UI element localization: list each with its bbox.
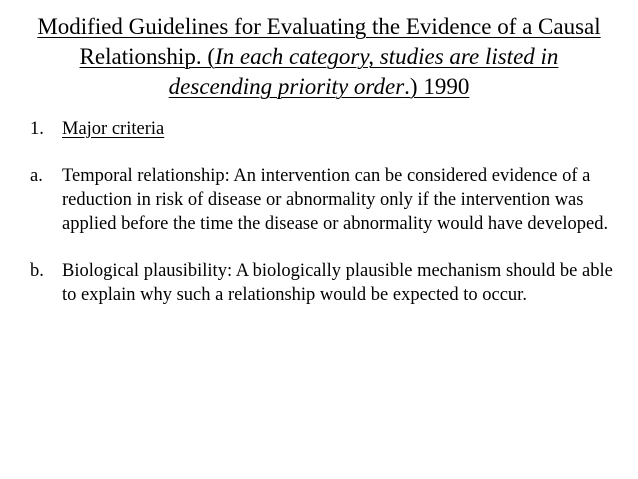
section-number: 1. <box>30 119 44 139</box>
section-heading <box>30 117 630 141</box>
criterion-marker: a. <box>30 166 43 186</box>
criterion-item <box>30 164 630 236</box>
title-text-part-2: .) 1990 <box>404 74 470 99</box>
criterion-item <box>30 259 630 307</box>
criterion-text: Biological plausibility: A biologically plausible mechanism should be able to explain why such a relationship would be expected to occur. <box>62 261 613 305</box>
spacer <box>30 141 630 164</box>
criterion-text: Temporal relationship: An intervention can be considered evidence of a reduction in risk of disease or abnormality only if the intervention was applied before the time the disease or abnormality would have developed. <box>62 166 609 234</box>
spacer <box>30 236 630 259</box>
criterion-marker: b. <box>30 261 44 281</box>
slide-body <box>30 117 630 307</box>
title-text-part-1: Modified Guidelines for Evaluating the Evidence of a Causal Relationship. ( <box>37 14 601 69</box>
title-italic-note: In each category, studies are listed in descending priority order <box>168 44 559 99</box>
slide-title <box>30 12 608 102</box>
section-label: Major criteria <box>62 119 165 139</box>
